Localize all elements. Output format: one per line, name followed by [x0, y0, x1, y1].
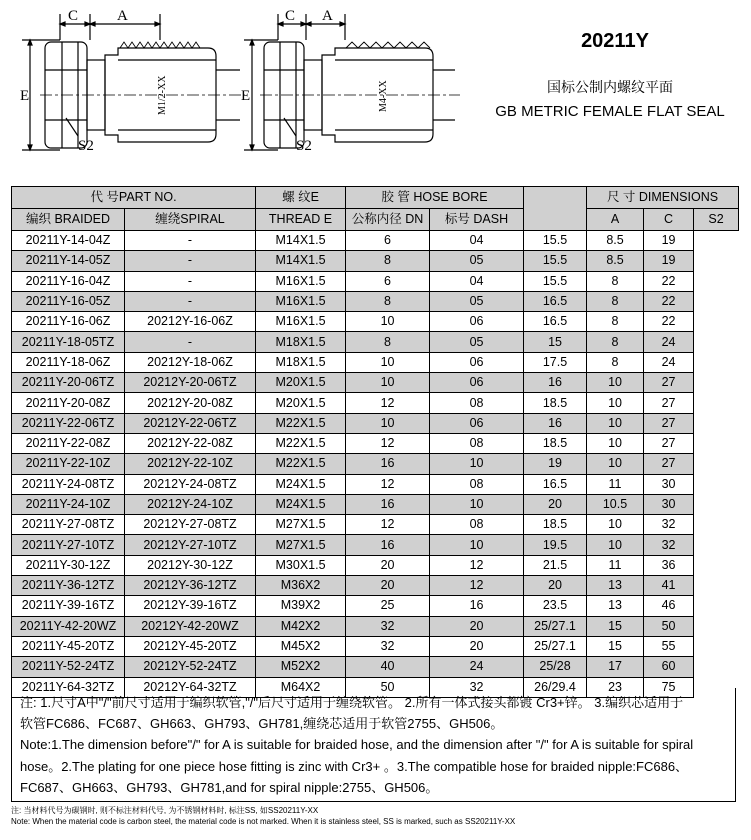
cell-thread: M45X2: [256, 636, 346, 656]
cell-spiral: -: [125, 332, 256, 352]
cell-dn: 10: [346, 373, 430, 393]
cell-dash: 20: [430, 616, 524, 636]
cell-c: 15: [587, 616, 644, 636]
table-row: [12, 352, 739, 372]
cell-thread: M20X1.5: [256, 373, 346, 393]
cell-a: 19.5: [524, 535, 587, 555]
cell-thread: M27X1.5: [256, 515, 346, 535]
dim-e-label-left: E: [20, 88, 30, 104]
cell-braided: 20211Y-14-04Z: [12, 231, 125, 251]
cell-spiral: -: [125, 291, 256, 311]
cell-dn: 12: [346, 393, 430, 413]
cell-spiral: -: [125, 251, 256, 271]
header-thread-e: THREAD E: [256, 209, 346, 231]
cell-braided: 20211Y-18-06Z: [12, 352, 125, 372]
table-row: [12, 494, 739, 514]
table-row: [12, 332, 739, 352]
cell-c: 8: [587, 312, 644, 332]
cell-dash: 10: [430, 494, 524, 514]
notes-box: [11, 688, 736, 802]
cell-s2: 46: [644, 596, 694, 616]
cell-dn: 8: [346, 291, 430, 311]
dim-a-label-left: A: [117, 8, 128, 24]
table-row: [12, 413, 739, 433]
cell-thread: M22X1.5: [256, 413, 346, 433]
cell-c: 11: [587, 555, 644, 575]
cell-c: 8: [587, 291, 644, 311]
cell-dn: 10: [346, 352, 430, 372]
footnote-english: Note: When the material code is carbon steel, the material code is not marked. When it is stainless steel, SS is marked, such as SS20211Y-XX: [11, 817, 516, 826]
table-row: [12, 312, 739, 332]
cell-spiral: 20212Y-22-08Z: [125, 433, 256, 453]
table-row: [12, 291, 739, 311]
cell-braided: 20211Y-22-10Z: [12, 454, 125, 474]
cell-c: 10: [587, 433, 644, 453]
header-dash: 标号 DASH: [430, 209, 524, 231]
table-row: [12, 393, 739, 413]
cell-s2: 19: [644, 251, 694, 271]
cell-dash: 20: [430, 636, 524, 656]
cell-c: 10: [587, 373, 644, 393]
cell-spiral: 20212Y-24-08TZ: [125, 474, 256, 494]
cell-s2: 50: [644, 616, 694, 636]
cell-dash: 10: [430, 535, 524, 555]
cell-s2: 55: [644, 636, 694, 656]
cell-s2: 32: [644, 535, 694, 555]
cell-dn: 20: [346, 555, 430, 575]
cell-braided: 20211Y-22-06TZ: [12, 413, 125, 433]
cell-s2: 32: [644, 515, 694, 535]
header-hose-bore: 胶 管 HOSE BORE: [346, 187, 524, 209]
cell-spiral: 20212Y-18-06Z: [125, 352, 256, 372]
header-part-no: 代 号PART NO.: [12, 187, 256, 209]
header-c: C: [644, 209, 694, 231]
cell-dn: 8: [346, 251, 430, 271]
cell-braided: 20211Y-20-08Z: [12, 393, 125, 413]
cell-c: 10: [587, 515, 644, 535]
table-header-row-1: [12, 187, 739, 209]
page-title: 20211Y: [581, 30, 649, 52]
dim-s2-label-right: S2: [296, 138, 312, 154]
cell-dn: 16: [346, 494, 430, 514]
cell-s2: 75: [644, 677, 694, 697]
cell-dash: 06: [430, 413, 524, 433]
cell-thread: M39X2: [256, 596, 346, 616]
note-en-line-3: FC687、GH663、GH793、GH781,and for spiral nipple:2755、GH506。: [20, 779, 439, 795]
cell-spiral: 20212Y-45-20TZ: [125, 636, 256, 656]
cell-c: 8: [587, 332, 644, 352]
cell-a: 18.5: [524, 515, 587, 535]
cell-spiral: 20212Y-22-10Z: [125, 454, 256, 474]
table-row: [12, 373, 739, 393]
cell-dn: 16: [346, 535, 430, 555]
cell-thread: M16X1.5: [256, 271, 346, 291]
cell-s2: 36: [644, 555, 694, 575]
cell-spiral: -: [125, 271, 256, 291]
cell-dash: 04: [430, 231, 524, 251]
cell-thread: M22X1.5: [256, 454, 346, 474]
table-row: [12, 251, 739, 271]
cell-thread: M22X1.5: [256, 433, 346, 453]
cell-dn: 12: [346, 474, 430, 494]
cell-dash: 06: [430, 373, 524, 393]
cell-a: 20: [524, 576, 587, 596]
cell-spiral: 20212Y-52-24TZ: [125, 657, 256, 677]
cell-s2: 27: [644, 413, 694, 433]
header-dimensions: 尺 寸 DIMENSIONS: [587, 187, 739, 209]
cell-a: 25/27.1: [524, 616, 587, 636]
cell-braided: 20211Y-22-08Z: [12, 433, 125, 453]
cell-braided: 20211Y-14-05Z: [12, 251, 125, 271]
table-row: [12, 576, 739, 596]
table-header-row-2: [12, 209, 739, 231]
cell-spiral: 20212Y-22-06TZ: [125, 413, 256, 433]
cell-dn: 8: [346, 332, 430, 352]
fitting-right-drawing: [244, 14, 460, 150]
cell-thread: M27X1.5: [256, 535, 346, 555]
header-braided: 编织 BRAIDED: [12, 209, 125, 231]
dim-c-label-right: C: [285, 8, 296, 24]
cell-dn: 10: [346, 312, 430, 332]
cell-dash: 08: [430, 515, 524, 535]
cell-s2: 19: [644, 231, 694, 251]
cell-a: 21.5: [524, 555, 587, 575]
cell-thread: M14X1.5: [256, 231, 346, 251]
cell-thread: M18X1.5: [256, 352, 346, 372]
cell-a: 16: [524, 373, 587, 393]
cell-dash: 16: [430, 596, 524, 616]
header-a: A: [587, 209, 644, 231]
table-row: [12, 433, 739, 453]
cell-thread: M18X1.5: [256, 332, 346, 352]
cell-thread: M20X1.5: [256, 393, 346, 413]
cell-spiral: 20212Y-20-06TZ: [125, 373, 256, 393]
cell-a: 16.5: [524, 312, 587, 332]
dim-a-label-right: A: [322, 8, 333, 24]
cell-spiral: 20212Y-42-20WZ: [125, 616, 256, 636]
cell-spiral: 20212Y-39-16TZ: [125, 596, 256, 616]
cell-s2: 27: [644, 454, 694, 474]
table-row: [12, 231, 739, 251]
cell-thread: M24X1.5: [256, 474, 346, 494]
cell-c: 15: [587, 636, 644, 656]
cell-dn: 25: [346, 596, 430, 616]
cell-dash: 05: [430, 251, 524, 271]
cell-dash: 08: [430, 474, 524, 494]
cell-s2: 30: [644, 494, 694, 514]
cell-braided: 20211Y-16-06Z: [12, 312, 125, 332]
cell-braided: 20211Y-52-24TZ: [12, 657, 125, 677]
thread-label-left: M1/2-XX: [157, 75, 168, 115]
cell-dash: 32: [430, 677, 524, 697]
cell-thread: M52X2: [256, 657, 346, 677]
cell-thread: M42X2: [256, 616, 346, 636]
table-row: [12, 636, 739, 656]
cell-a: 25/27.1: [524, 636, 587, 656]
cell-spiral: -: [125, 231, 256, 251]
cell-thread: M16X1.5: [256, 312, 346, 332]
dimensions-table: [11, 186, 739, 698]
cell-spiral: 20212Y-16-06Z: [125, 312, 256, 332]
cell-c: 8: [587, 352, 644, 372]
cell-braided: 20211Y-24-10Z: [12, 494, 125, 514]
cell-a: 19: [524, 454, 587, 474]
table-row: [12, 474, 739, 494]
cell-thread: M30X1.5: [256, 555, 346, 575]
cell-dn: 6: [346, 271, 430, 291]
fitting-left-drawing: [22, 14, 245, 150]
cell-s2: 24: [644, 352, 694, 372]
cell-a: 15: [524, 332, 587, 352]
cell-c: 23: [587, 677, 644, 697]
cell-thread: M64X2: [256, 677, 346, 697]
table-row: [12, 454, 739, 474]
note-en-line-1: Note:1.The dimension before"/" for A is suitable for braided hose, and the dimension after "/" for A is suitable for spiral: [20, 737, 694, 753]
cell-braided: 20211Y-16-05Z: [12, 291, 125, 311]
cell-thread: M14X1.5: [256, 251, 346, 271]
table-body: [12, 231, 739, 698]
cell-a: 25/28: [524, 657, 587, 677]
dim-s2-label-left: S2: [78, 138, 94, 154]
cell-braided: 20211Y-45-20TZ: [12, 636, 125, 656]
cell-c: 10: [587, 535, 644, 555]
header-dn: 公称内径 DN: [346, 209, 430, 231]
cell-spiral: 20212Y-24-10Z: [125, 494, 256, 514]
cell-c: 10: [587, 454, 644, 474]
cell-dash: 06: [430, 352, 524, 372]
table-row: [12, 515, 739, 535]
cell-s2: 22: [644, 271, 694, 291]
cell-dn: 32: [346, 636, 430, 656]
table-row: [12, 596, 739, 616]
cell-braided: 20211Y-64-32TZ: [12, 677, 125, 697]
cell-c: 8: [587, 271, 644, 291]
cell-a: 16.5: [524, 474, 587, 494]
dim-c-label-left: C: [68, 8, 79, 24]
cell-s2: 22: [644, 291, 694, 311]
cell-c: 13: [587, 576, 644, 596]
cell-c: 10: [587, 413, 644, 433]
note-cn-line-2: 软管FC686、FC687、GH663、GH793、GH781,缠绕芯适用于软管2755、GH506。: [20, 716, 504, 732]
cell-thread: M16X1.5: [256, 291, 346, 311]
cell-dash: 12: [430, 576, 524, 596]
cell-a: 16.5: [524, 291, 587, 311]
cell-braided: 20211Y-18-05TZ: [12, 332, 125, 352]
cell-dash: 08: [430, 393, 524, 413]
cell-c: 8.5: [587, 251, 644, 271]
footnote-chinese: 注: 当材料代号为碳钢时, 则不标注材料代号, 为不锈钢材料时, 标注SS, 如SS20211Y-XX: [11, 806, 319, 815]
cell-s2: 41: [644, 576, 694, 596]
cell-s2: 27: [644, 393, 694, 413]
cell-a: 15.5: [524, 231, 587, 251]
cell-braided: 20211Y-36-12TZ: [12, 576, 125, 596]
cell-dash: 04: [430, 271, 524, 291]
cell-a: 15.5: [524, 251, 587, 271]
table-row: [12, 616, 739, 636]
cell-dn: 12: [346, 515, 430, 535]
cell-spiral: 20212Y-36-12TZ: [125, 576, 256, 596]
cell-dash: 12: [430, 555, 524, 575]
header-s2: S2: [694, 209, 739, 231]
cell-dn: 20: [346, 576, 430, 596]
cell-a: 18.5: [524, 433, 587, 453]
cell-s2: 27: [644, 433, 694, 453]
cell-s2: 27: [644, 373, 694, 393]
cell-a: 17.5: [524, 352, 587, 372]
cell-braided: 20211Y-39-16TZ: [12, 596, 125, 616]
cell-dn: 10: [346, 413, 430, 433]
cell-s2: 30: [644, 474, 694, 494]
table-row: [12, 555, 739, 575]
cell-spiral: 20212Y-30-12Z: [125, 555, 256, 575]
note-en-line-2: hose。2.The plating for one piece hose fitting is zinc with Cr3+ 。3.The compatible hose for braided nipple:FC686、: [20, 758, 689, 774]
cell-dn: 40: [346, 657, 430, 677]
cell-braided: 20211Y-16-04Z: [12, 271, 125, 291]
cell-dn: 32: [346, 616, 430, 636]
cell-braided: 20211Y-24-08TZ: [12, 474, 125, 494]
dim-e-label-right: E: [241, 88, 251, 104]
cell-c: 17: [587, 657, 644, 677]
cell-dn: 12: [346, 433, 430, 453]
cell-dash: 06: [430, 312, 524, 332]
cell-s2: 24: [644, 332, 694, 352]
cell-a: 26/29.4: [524, 677, 587, 697]
cell-braided: 20211Y-27-08TZ: [12, 515, 125, 535]
cell-spiral: 20212Y-64-32TZ: [125, 677, 256, 697]
cell-braided: 20211Y-42-20WZ: [12, 616, 125, 636]
cell-spiral: 20212Y-27-08TZ: [125, 515, 256, 535]
cell-c: 11: [587, 474, 644, 494]
cell-spiral: 20212Y-20-08Z: [125, 393, 256, 413]
header-spiral: 缠绕SPIRAL: [125, 209, 256, 231]
note-cn-line-1: 注: 1.尺寸A中"/"前尺寸适用于编织软管,"/"后尺寸适用于缠绕软管。 2.所有一体式接头都镀 Cr3+锌。 3.编织芯适用于: [20, 695, 684, 710]
cell-s2: 60: [644, 657, 694, 677]
cell-dn: 6: [346, 231, 430, 251]
subtitle-english: GB METRIC FEMALE FLAT SEAL: [495, 103, 725, 120]
cell-c: 10: [587, 393, 644, 413]
table-spacer-column: [524, 187, 587, 231]
header-thread-cn: 螺 纹E: [256, 187, 346, 209]
cell-dash: 24: [430, 657, 524, 677]
cell-thread: M36X2: [256, 576, 346, 596]
cell-s2: 22: [644, 312, 694, 332]
table-row: [12, 657, 739, 677]
cell-a: 16: [524, 413, 587, 433]
cell-c: 10.5: [587, 494, 644, 514]
cell-braided: 20211Y-20-06TZ: [12, 373, 125, 393]
cell-dash: 05: [430, 332, 524, 352]
cell-braided: 20211Y-27-10TZ: [12, 535, 125, 555]
cell-dn: 16: [346, 454, 430, 474]
cell-a: 20: [524, 494, 587, 514]
cell-c: 8.5: [587, 231, 644, 251]
cell-a: 15.5: [524, 271, 587, 291]
cell-braided: 20211Y-30-12Z: [12, 555, 125, 575]
cell-thread: M24X1.5: [256, 494, 346, 514]
cell-dash: 10: [430, 454, 524, 474]
cell-dash: 05: [430, 291, 524, 311]
subtitle-chinese: 国标公制内螺纹平面: [547, 79, 673, 95]
table-row: [12, 535, 739, 555]
table-row: [12, 271, 739, 291]
cell-a: 18.5: [524, 393, 587, 413]
cell-dn: 50: [346, 677, 430, 697]
thread-label-right: M4-XX: [378, 80, 389, 112]
cell-spiral: 20212Y-27-10TZ: [125, 535, 256, 555]
cell-dash: 08: [430, 433, 524, 453]
cell-a: 23.5: [524, 596, 587, 616]
cell-c: 13: [587, 596, 644, 616]
